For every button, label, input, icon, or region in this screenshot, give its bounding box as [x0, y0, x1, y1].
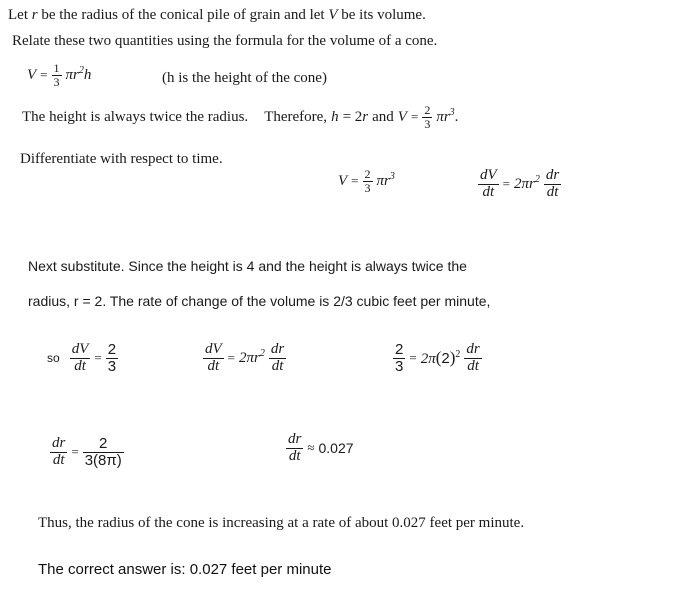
- var-r: r: [362, 108, 369, 125]
- equals: =: [94, 350, 102, 366]
- numerator: 2: [395, 341, 404, 358]
- equals: =: [40, 67, 48, 83]
- fraction: [286, 432, 303, 465]
- denominator: dt: [546, 183, 559, 200]
- denominator: 3(8π): [84, 451, 122, 469]
- var-V: V: [397, 108, 407, 125]
- cone-formula-note: (h is the height of the cone): [162, 70, 327, 86]
- numerator: 2: [83, 436, 124, 453]
- numerator: dr: [545, 167, 560, 183]
- numerator: 2: [364, 167, 371, 181]
- fraction: [393, 342, 405, 375]
- fraction: [50, 436, 67, 469]
- text: Therefore,: [264, 108, 328, 125]
- solve-equation-2: [286, 432, 354, 465]
- conclusion-text: Thus, the radius of the cone is increasing at a rate of about 0.027 feet per minute.: [38, 515, 525, 531]
- denominator: 3: [424, 116, 431, 131]
- fraction: [83, 436, 124, 469]
- denominator: 3: [53, 74, 60, 89]
- denominator: dt: [288, 447, 301, 464]
- exponent: 2: [534, 173, 540, 185]
- intro-line-1: [8, 7, 426, 24]
- step-equation-2: [203, 342, 286, 375]
- text: so: [47, 351, 60, 366]
- volume-equation: [338, 168, 395, 194]
- value: 2: [441, 350, 450, 368]
- exponent: 3: [389, 170, 395, 182]
- numerator: dV: [71, 341, 89, 357]
- answer-text: The correct answer is: 0.027 feet per minute: [38, 561, 332, 578]
- fraction: [269, 342, 286, 375]
- equals: =: [71, 444, 79, 460]
- step-equation-3: [393, 342, 482, 375]
- differentiate-text: Differentiate with respect to time.: [20, 151, 223, 167]
- two-pi-r: 2πr: [239, 349, 260, 366]
- pi-r: πr: [376, 172, 390, 189]
- denominator: dt: [482, 183, 495, 200]
- numerator: dr: [52, 435, 66, 451]
- step-equation-1: [47, 342, 118, 375]
- text: and: [372, 108, 394, 125]
- left-paren: (: [435, 348, 442, 368]
- substitute-line-2: radius, r = 2. The rate of change of the volume is 2/3 cubic feet per minute,: [28, 293, 491, 309]
- equals: =: [351, 173, 359, 189]
- period: .: [454, 108, 459, 125]
- fraction: [544, 168, 561, 201]
- fraction: [52, 62, 62, 88]
- equals-two: = 2: [342, 108, 363, 125]
- text: The height is always twice the radius.: [22, 108, 249, 125]
- numerator: dr: [288, 431, 302, 447]
- intro-line-2: Relate these two quantities using the formula for the volume of a cone.: [12, 33, 438, 49]
- equals: =: [409, 350, 417, 366]
- fraction: [422, 104, 432, 130]
- exponent: 2: [78, 64, 84, 76]
- two-pi: 2π: [420, 351, 436, 368]
- exponent: 2: [455, 349, 461, 361]
- pi-r: πr: [436, 108, 450, 125]
- value: 0.027: [318, 440, 354, 457]
- pi-r: πr: [65, 66, 79, 83]
- var-h: h: [331, 108, 339, 125]
- denominator: dt: [467, 357, 479, 374]
- derivative-equation: [478, 168, 561, 201]
- denominator: 3: [107, 357, 117, 375]
- fraction: [203, 342, 224, 375]
- var-V: V: [27, 66, 37, 83]
- exponent: 3: [449, 106, 455, 118]
- fraction: [363, 168, 373, 194]
- denominator: 3: [395, 357, 404, 375]
- text: Let: [8, 7, 28, 23]
- fraction: [464, 342, 481, 375]
- fraction: [478, 168, 499, 201]
- var-r: r: [31, 7, 38, 23]
- fraction: [106, 342, 118, 375]
- right-paren: ): [449, 348, 456, 368]
- numerator: 2: [424, 103, 431, 117]
- equals: =: [227, 350, 236, 366]
- equals: =: [502, 176, 511, 192]
- solve-equation-1: [50, 436, 124, 469]
- numerator: dr: [270, 341, 285, 357]
- two-pi-r: 2πr: [514, 175, 535, 192]
- denominator: dt: [74, 357, 86, 374]
- equals: =: [410, 109, 419, 125]
- cone-volume-formula: [27, 62, 91, 88]
- denominator: dt: [207, 357, 220, 374]
- denominator: 3: [364, 180, 371, 195]
- text: be the radius of the conical pile of grain and let: [41, 7, 325, 23]
- substitute-line-1: Next substitute. Since the height is 4 and the height is always twice the: [28, 258, 467, 274]
- var-V: V: [338, 172, 348, 189]
- numerator: dV: [205, 341, 222, 357]
- numerator: 1: [53, 61, 60, 75]
- height-relation-line: [22, 104, 458, 130]
- var-h: h: [83, 66, 92, 83]
- text: be its volume.: [341, 7, 426, 23]
- denominator: dt: [271, 357, 284, 374]
- fraction: [70, 342, 91, 375]
- var-V: V: [328, 7, 338, 23]
- approx-symbol: ≈: [307, 440, 315, 456]
- numerator: 2: [107, 341, 117, 358]
- exponent: 2: [259, 347, 265, 359]
- numerator: dV: [480, 167, 497, 183]
- denominator: dt: [52, 451, 65, 468]
- numerator: dr: [466, 341, 480, 357]
